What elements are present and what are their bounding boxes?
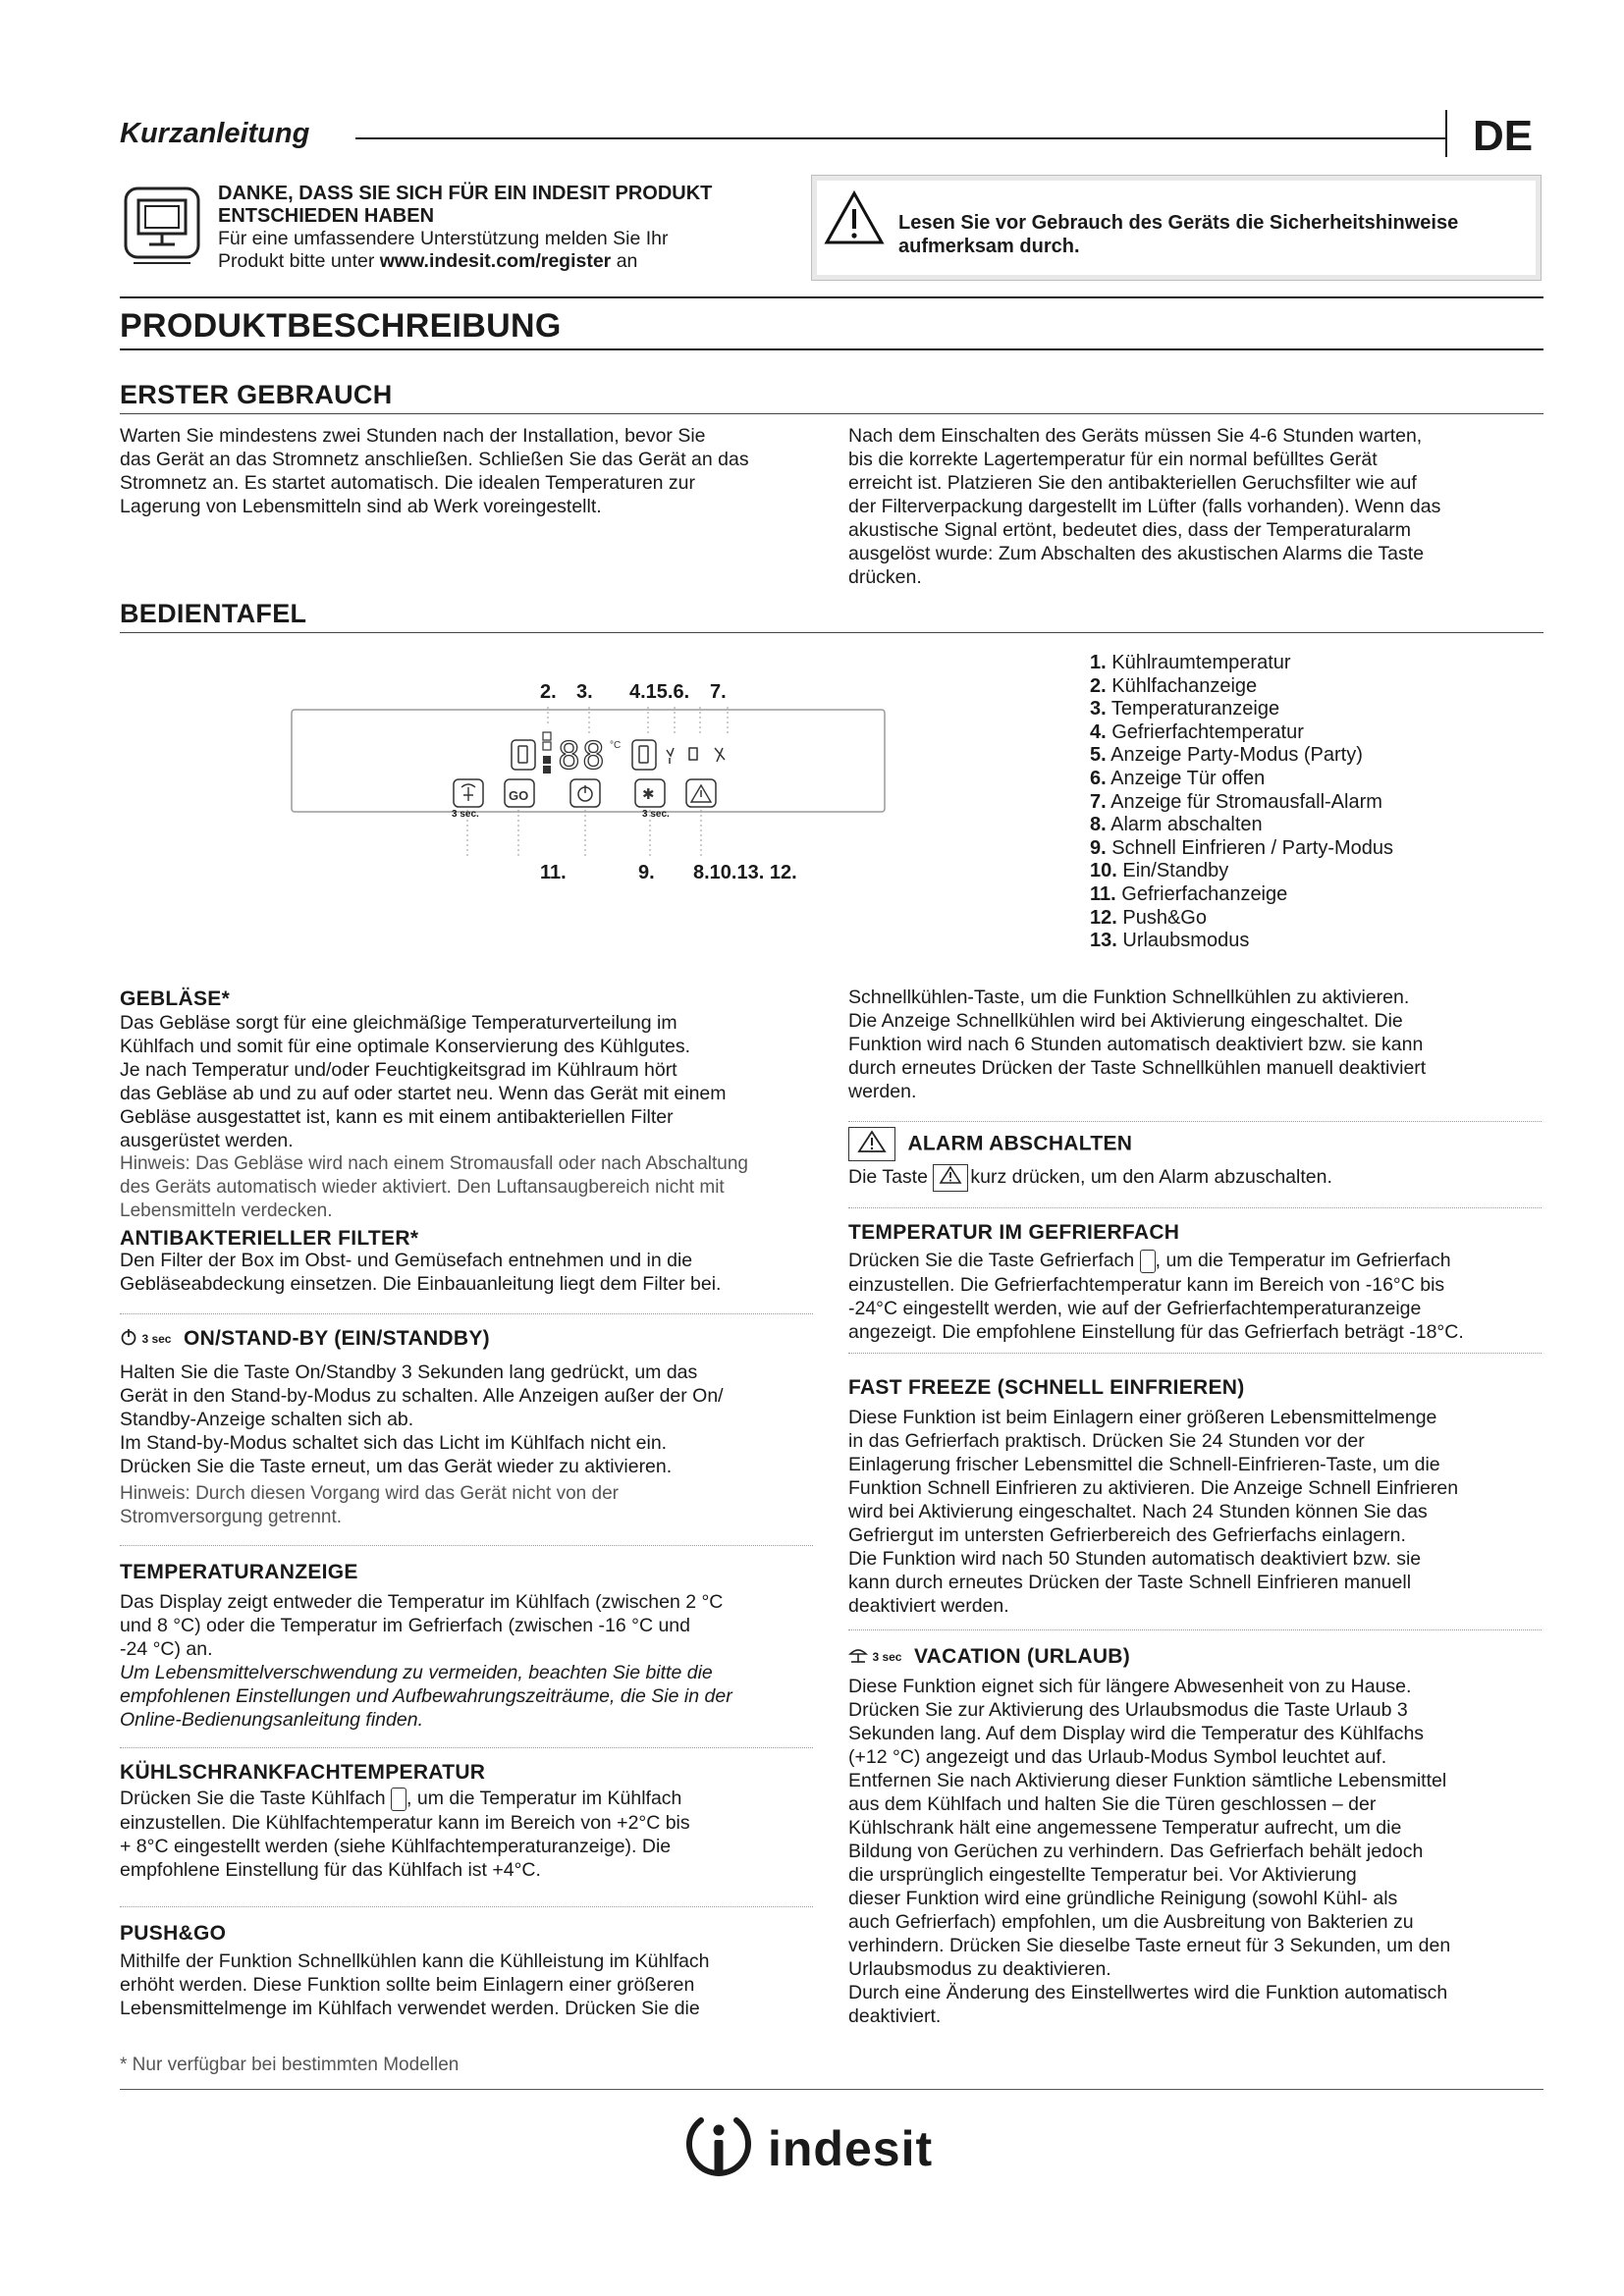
- section-rule-top: [120, 296, 1543, 298]
- safety-warning-box: [811, 175, 1542, 281]
- divider: [120, 1906, 813, 1907]
- legend-item: 6. Anzeige Tür offen: [1090, 767, 1266, 789]
- filter-body: Den Filter der Box im Obst- und Gemüsefach entnehmen und in die Gebläseabdeckung einsetzen. Die Einbauanleitung liegt dem Filter bei.: [120, 1250, 722, 1295]
- header-divider: [1445, 110, 1447, 157]
- footnote: * Nur verfügbar bei bestimmten Modellen: [120, 2055, 460, 2075]
- thanks-heading-1: DANKE, DASS SIE SICH FÜR EIN INDESIT PRODUKT: [218, 183, 713, 204]
- legend-item: 8. Alarm abschalten: [1090, 814, 1263, 836]
- legend-item: 5. Anzeige Party-Modus (Party): [1090, 744, 1363, 767]
- fast-freeze-body: Diese Funktion ist beim Einlagern einer größeren Lebensmittelmenge in das Gefrierfach praktisch. Drücken Sie 24 Stunden vor der Einlagerung frischer Lebensmittel die Schnell-Einfrieren-Taste, um die Funktion Schnell Einfrieren zu aktivieren. Die Anzeige Schnell Einfrieren wird bei Aktivierung eingeschaltet. Nach 24 Stunden können Sie das Gefriergut im untersten Gefrierbereich des Gefrierfachs einlagern. Die Funktion wird nach 50 Stunden automatisch deaktiviert bzw. sie kann durch erneutes Drücken der Taste Schnell Einfrieren manuell deaktiviert werden.: [848, 1407, 1459, 1617]
- pushgo-title: PUSH&GO: [120, 1922, 227, 1945]
- section-rule-bottom: [120, 348, 1543, 350]
- standby-title: ON/STAND-BY (EIN/STANDBY): [183, 1327, 490, 1350]
- display-digits: 88: [558, 734, 607, 777]
- legend-item: 13. Urlaubsmodus: [1090, 930, 1250, 952]
- alarm-title: ALARM ABSCHALTEN: [907, 1132, 1133, 1155]
- warning-text: Lesen Sie vor Gebrauch des Geräts die Sicherheitshinweise aufmerksam durch.: [898, 212, 1459, 257]
- temp-display-body: Das Display zeigt entweder die Temperatur im Kühlfach (zwischen 2 °C und 8 °C) oder die Temperatur im Gefrierfach (zwischen -16 °C und -24 °C) an.: [120, 1591, 724, 1660]
- indesit-logo: [679, 2109, 994, 2187]
- legend-item: 1. Kühlraumtemperatur: [1090, 652, 1291, 673]
- temp-display-title: TEMPERATURANZEIGE: [120, 1561, 358, 1583]
- legend-item: 4. Gefrierfachtemperatur: [1090, 721, 1304, 743]
- standby-note: Hinweis: Durch diesen Vorgang wird das Gerät nicht von der Stromversorgung getrennt.: [120, 1483, 619, 1527]
- freezer-temp-title: TEMPERATUR IM GEFRIERFACH: [848, 1221, 1180, 1244]
- brand-name: indesit: [768, 2121, 934, 2176]
- label-3: 3.: [576, 681, 593, 703]
- freezer-temp-body: Drücken Sie die Taste Gefrierfach , um die Temperatur im Gefrierfach einzustellen. Die Gefrierfachtemperatur kann im Bereich von -16°C bis -24°C eingestellt werden, wie auf der Gefrierfachtemperaturanzeige angezeigt. Die empfohlene Einstellung für das Gefrierfach beträgt -18°C.: [848, 1250, 1464, 1343]
- legend-item: 9. Schnell Einfrieren / Party-Modus: [1090, 836, 1394, 859]
- vacation-title: VACATION (URLAUB): [913, 1645, 1131, 1668]
- fridge-temp-body: Drücken Sie die Taste Kühlfach , um die Temperatur im Kühlfach einzustellen. Die Kühlfachtemperatur kann im Bereich von +2°C bis + 8°C eingestellt werden (siehe Kühlfachtemperaturanzeige). Die empfohlene Einstellung für das Kühlfach ist +4°C.: [120, 1788, 690, 1881]
- button-label-3sec-fastfreeze: 3 sec.: [642, 809, 670, 820]
- vacation-icon: [848, 1646, 868, 1669]
- alarm-header: [848, 1127, 1132, 1161]
- control-panel-rule: [120, 632, 1543, 633]
- divider: [848, 1121, 1542, 1122]
- pushgo-continued: Schnellkühlen-Taste, um die Funktion Schnellkühlen zu aktivieren. Die Anzeige Schnellkühlen wird bei Aktivierung eingeschaltet. Die Funktion wird nach 6 Stunden automatisch deaktiviert bzw. sie kann durch erneutes Drücken der Taste Schnellkühlen manuell deaktiviert werden.: [848, 987, 1427, 1102]
- control-panel-diagram: [291, 681, 886, 889]
- doc-title: Kurzanleitung: [120, 118, 310, 149]
- power-icon: [120, 1328, 137, 1351]
- divider: [848, 1629, 1542, 1630]
- panel-legend: [1090, 652, 1542, 953]
- fan-title: GEBLÄSE*: [120, 988, 231, 1010]
- first-use-title: ERSTER GEBRAUCH: [120, 380, 393, 409]
- header-rule: [355, 137, 1445, 139]
- legend-item: 7. Anzeige für Stromausfall-Alarm: [1090, 790, 1382, 813]
- thanks-body: Für eine umfassendere Unterstützung melden Sie Ihr Produkt bitte unter www.indesit.com/register an: [218, 228, 669, 272]
- legend-item: 12. Push&Go: [1090, 906, 1207, 929]
- first-use-rule: [120, 413, 1543, 414]
- alarm-body: Die Taste kurz drücken, um den Alarm abzuschalten.: [848, 1164, 1545, 1192]
- fan-note: Hinweis: Das Gebläse wird nach einem Stromausfall oder nach Abschaltung des Geräts automatisch wieder aktiviert. Den Luftansaugbereich nicht mit Lebensmitteln verdecken.: [120, 1153, 748, 1221]
- language-code: DE: [1473, 112, 1534, 160]
- warning-triangle-icon: [824, 189, 885, 251]
- svg-text:✱: ✱: [642, 785, 655, 803]
- alarm-inline-icon: [933, 1164, 968, 1192]
- product-description-title: PRODUKTBESCHREIBUNG: [120, 307, 562, 345]
- freezer-button-icon: [1140, 1250, 1156, 1273]
- first-use-left: Warten Sie mindestens zwei Stunden nach der Installation, bevor Sie das Gerät an das Stromnetz anschließen. Schließen Sie das Gerät an das Stromnetz an. Es startet automatisch. Die idealen Temperaturen zur Lagerung von Lebensmitteln sind ab Werk voreingestellt.: [120, 425, 749, 517]
- fridge-button-icon: [391, 1788, 406, 1811]
- alarm-button-icon: [848, 1127, 895, 1161]
- divider: [120, 1313, 813, 1314]
- label-4-15-6: 4.15.6.: [629, 681, 690, 703]
- legend-item: 2. Kühlfachanzeige: [1090, 674, 1258, 697]
- svg-text:°C: °C: [610, 740, 622, 751]
- footer-rule: [120, 2089, 1543, 2090]
- control-panel-title: BEDIENTAFEL: [120, 599, 307, 628]
- standby-body: Halten Sie die Taste On/Standby 3 Sekunden lang gedrückt, um das Gerät in den Stand-by-Modus zu schalten. Alle Anzeigen außer der On/ Standby-Anzeige schalten sich ab. Im Stand-by-Modus schaltet sich das Licht im Kühlfach nicht ein. Drücken Sie die Taste erneut, um das Gerät wieder zu aktivieren.: [120, 1362, 724, 1477]
- legend-item: 10. Ein/Standby: [1090, 860, 1229, 882]
- fan-body: Das Gebläse sorgt für eine gleichmäßige Temperaturverteilung im Kühlfach und somit für eine optimale Konservierung des Kühlgutes. Je nach Temperatur und/oder Feuchtigkeitsgrad im Kühlraum hört das Gebläse ab und zu auf oder startet neu. Wenn das Gerät mit einem Gebläse ausgestattet ist, kann es mit einem antibakteriellen Filter ausgerüstet werden.: [120, 1012, 727, 1151]
- svg-text:GO: GO: [509, 788, 529, 803]
- fridge-temp-title: KÜHLSCHRANKFACHTEMPERATUR: [120, 1761, 486, 1784]
- filter-title: ANTIBAKTERIELLER FILTER*: [120, 1227, 419, 1250]
- legend-item: 11. Gefrierfachanzeige: [1090, 882, 1288, 905]
- label-7: 7.: [710, 681, 727, 703]
- label-9: 9.: [638, 862, 655, 883]
- vacation-header: [848, 1645, 1130, 1669]
- divider: [120, 1747, 813, 1748]
- register-icon: [124, 187, 200, 265]
- pushgo-body: Mithilfe der Funktion Schnellkühlen kann die Kühlleistung im Kühlfach erhöht werden. Diese Funktion sollte beim Einlagern einer größeren Lebensmittelmenge im Kühlfach verwendet werden. Drücken Sie die: [120, 1950, 710, 2019]
- register-link[interactable]: www.indesit.com/register: [379, 250, 612, 272]
- divider: [848, 1353, 1542, 1354]
- label-11: 11.: [540, 862, 567, 883]
- fast-freeze-title: FAST FREEZE (SCHNELL EINFRIEREN): [848, 1376, 1245, 1399]
- divider: [120, 1545, 813, 1546]
- button-label-3sec-vacation: 3 sec.: [452, 809, 479, 820]
- temp-display-italic: Um Lebensmittelverschwendung zu vermeiden, beachten Sie bitte die empfohlenen Einstellungen und Aufbewahrungszeiträume, die Sie in der Online-Bedienungsanleitung finden.: [120, 1662, 732, 1731]
- first-use-right: Nach dem Einschalten des Geräts müssen Sie 4-6 Stunden warten, bis die korrekte Lagertemperatur für ein normal befülltes Gerät erreicht ist. Platzieren Sie den antibakteriellen Geruchsfilter wie auf der Filterverpackung dargestellt im Lüfter (falls vorhanden). Wenn das akustische Signal ertönt, bedeutet dies, dass der Temperaturalarm ausgelöst wurde: Zum Abschalten des akustischen Alarms die Taste drücken.: [848, 425, 1441, 588]
- vacation-3sec: 3 sec: [872, 1650, 902, 1664]
- divider: [848, 1207, 1542, 1208]
- label-8-10-13-12: 8.10.13. 12.: [693, 862, 797, 883]
- standby-3sec: 3 sec: [141, 1332, 172, 1346]
- thanks-heading-2: ENTSCHIEDEN HABEN: [218, 205, 435, 227]
- standby-header: [120, 1327, 490, 1351]
- vacation-body: Diese Funktion eignet sich für längere Abwesenheit von zu Hause. Drücken Sie zur Aktivierung des Urlaubsmodus die Taste Urlaub 3 Sekunden lang. Auf dem Display wird die Temperatur des Kühlfachs (+12 °C) angezeigt und das Urlaub-Modus Symbol leuchtet auf. Entfernen Sie nach Aktivierung dieser Funktion sämtliche Lebensmittel aus dem Kühlfach und halten Sie die Türen geschlossen – der Kühlschrank hält eine angemessene Temperatur aufrecht, um die Bildung von Gerüchen zu verhindern. Das Gefrierfach behält jedoch die ursprünglich eingestellte Temperatur bei. Vor Aktivierung dieser Funktion wird eine gründliche Reinigung (sowohl Kühl- als auch Gefrierfach) empfohlen, um die Ausbreitung von Bakterien zu verhindern. Drücken Sie dieselbe Taste erneut für 3 Sekunden, um den Urlaubsmodus zu deaktivieren. Durch eine Änderung des Einstellwertes wird die Funktion automatisch deaktiviert.: [848, 1676, 1451, 2027]
- legend-item: 3. Temperaturanzeige: [1090, 698, 1280, 721]
- label-2: 2.: [540, 681, 557, 703]
